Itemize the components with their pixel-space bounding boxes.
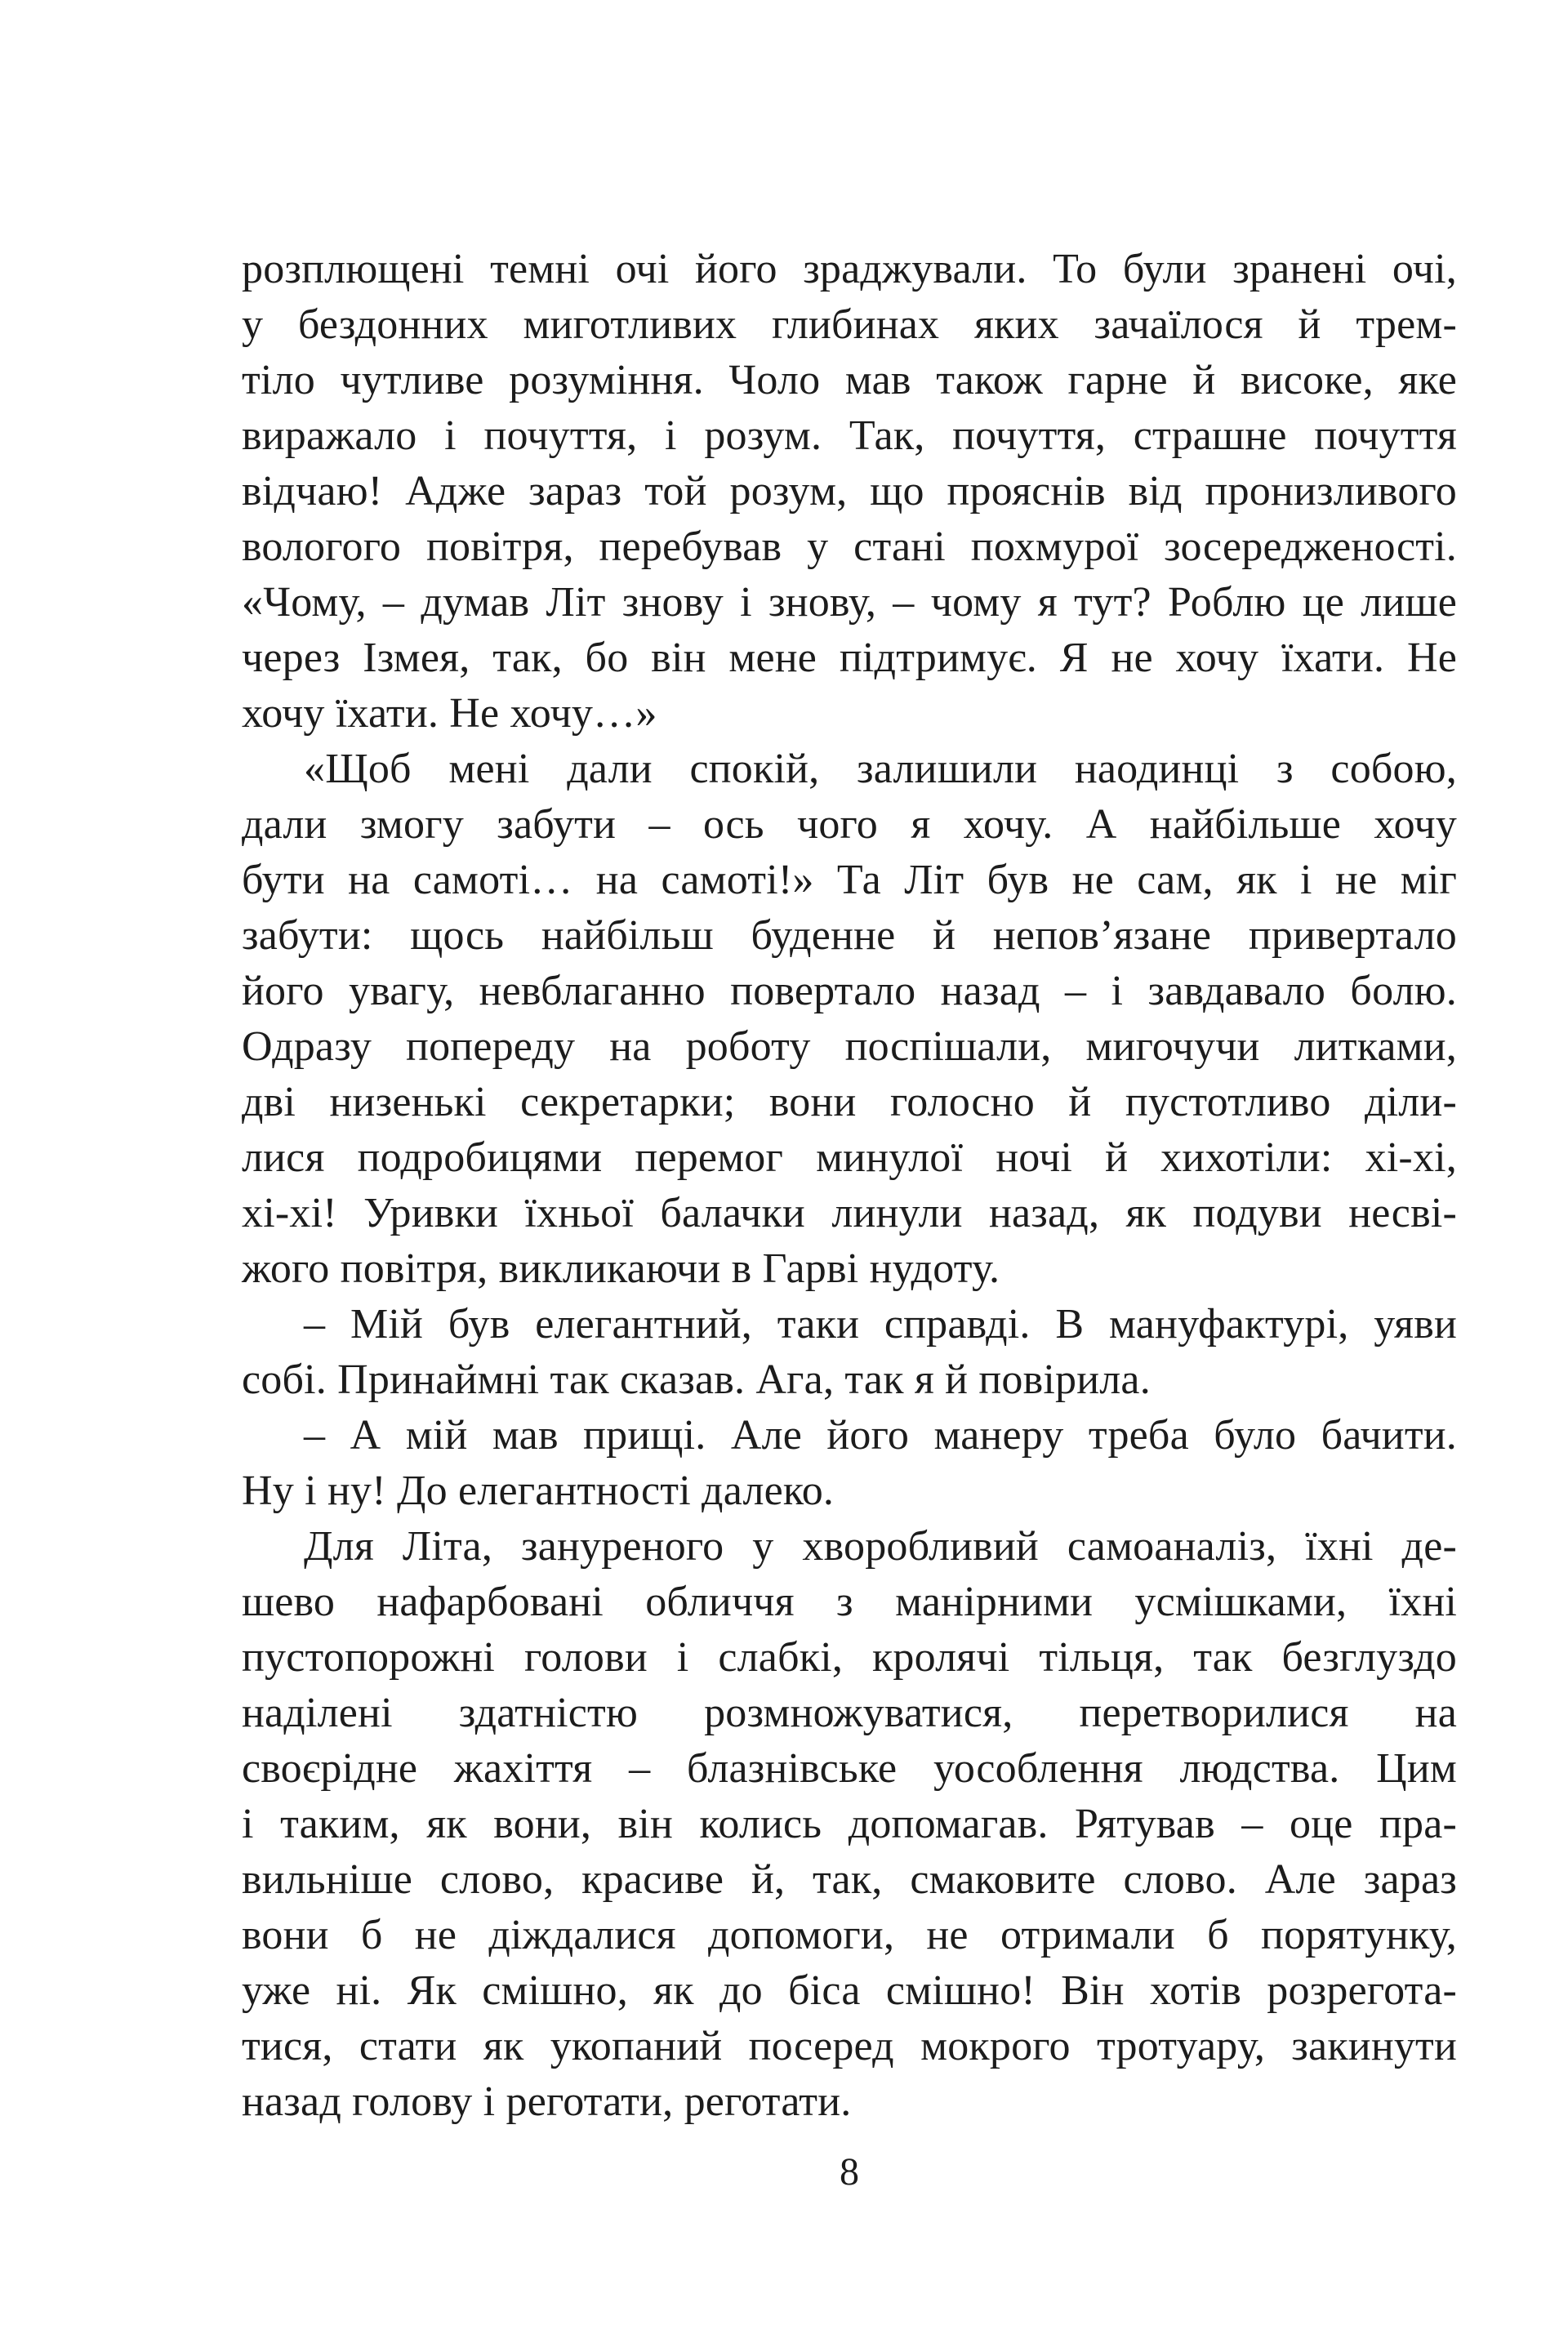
text-line: тіло чутливе розуміння. Чоло мав також гарне й високе, яке [242,357,1457,403]
text-line: пустопорожні голови і слабкі, кролячі тільця, так безглуздо [242,1634,1457,1681]
text-line: «Чому, – думав Літ знову і знову, – чому я тут? Роблю це лише [242,579,1457,626]
text-line: виражало і почуття, і розум. Так, почуття, страшне почуття [242,412,1457,459]
text-line: і таким, як вони, він колись допомагав. Рятував – оце пра- [242,1801,1457,1847]
text-line: назад голову і реготати, реготати. [242,2078,852,2125]
text-line: дві низенькі секретарки; вони голосно й пустотливо діли- [242,1079,1457,1125]
text-line: хі-хі! Уривки їхньої балачки линули назад, як подуви несві- [242,1190,1457,1236]
text-line: своєрідне жахіття – блазнівське уособлення людства. Цим [242,1745,1457,1792]
text-line: його увагу, невблаганно повертало назад – і завдавало болю. [242,968,1457,1014]
text-line: – А мій мав прищі. Але його манеру треба було бачити. [304,1412,1457,1459]
text-block [242,242,1457,2130]
text-line: вони б не діждалися допомоги, не отримали б порятунку, [242,1912,1457,1958]
text-line: Ну і ну! До елегантності далеко. [242,1468,835,1514]
text-line: хочу їхати. Не хочу…» [242,690,657,737]
text-line: розплющені темні очі його зраджували. То були зранені очі, [242,246,1457,292]
text-line: дали змогу забути – ось чого я хочу. А найбільше хочу [242,801,1457,848]
text-line: бути на самоті… на самоті!» Та Літ був не сам, як і не міг [242,857,1457,903]
text-line: жого повітря, викликаючи в Гарві нудоту. [242,1245,1000,1292]
text-line: у бездонних миготливих глибинах яких зачаїлося й трем- [242,301,1457,348]
text-line: вильніше слово, красиве й, так, смаковите слово. Але зараз [242,1856,1457,1903]
text-line: – Мій був елегантний, таки справді. В мануфактурі, уяви [304,1301,1457,1348]
page-number: 8 [840,2150,859,2194]
text-line: наділені здатністю розмножуватися, перетворилися на [242,1690,1457,1736]
text-line: уже ні. Як смішно, як до біса смішно! Він хотів розрегота- [242,1967,1457,2014]
text-line: шево нафарбовані обличчя з манірними усмішками, їхні [242,1579,1457,1625]
text-line: забути: щось найбільш буденне й непов’язане привертало [242,912,1457,959]
text-line: вологого повітря, перебував у стані похмурої зосередженості. [242,523,1457,570]
text-line: лися подробицями перемог минулої ночі й хихотіли: хі-хі, [242,1134,1457,1181]
text-line: через Ізмея, так, бо він мене підтримує. Я не хочу їхати. Не [242,635,1457,681]
text-line: тися, стати як укопаний посеред мокрого тротуару, закинути [242,2023,1457,2069]
text-line: «Щоб мені дали спокій, залишили наодинці з собою, [304,746,1457,792]
text-line: відчаю! Адже зараз той розум, що прояснів від пронизливого [242,468,1457,514]
text-line: Для Літа, зануреного у хворобливий самоаналіз, їхні де- [304,1523,1457,1570]
text-line: Одразу попереду на роботу поспішали, мигочучи литками, [242,1023,1457,1070]
text-line: собі. Принаймні так сказав. Ага, так я й повірила. [242,1356,1151,1403]
